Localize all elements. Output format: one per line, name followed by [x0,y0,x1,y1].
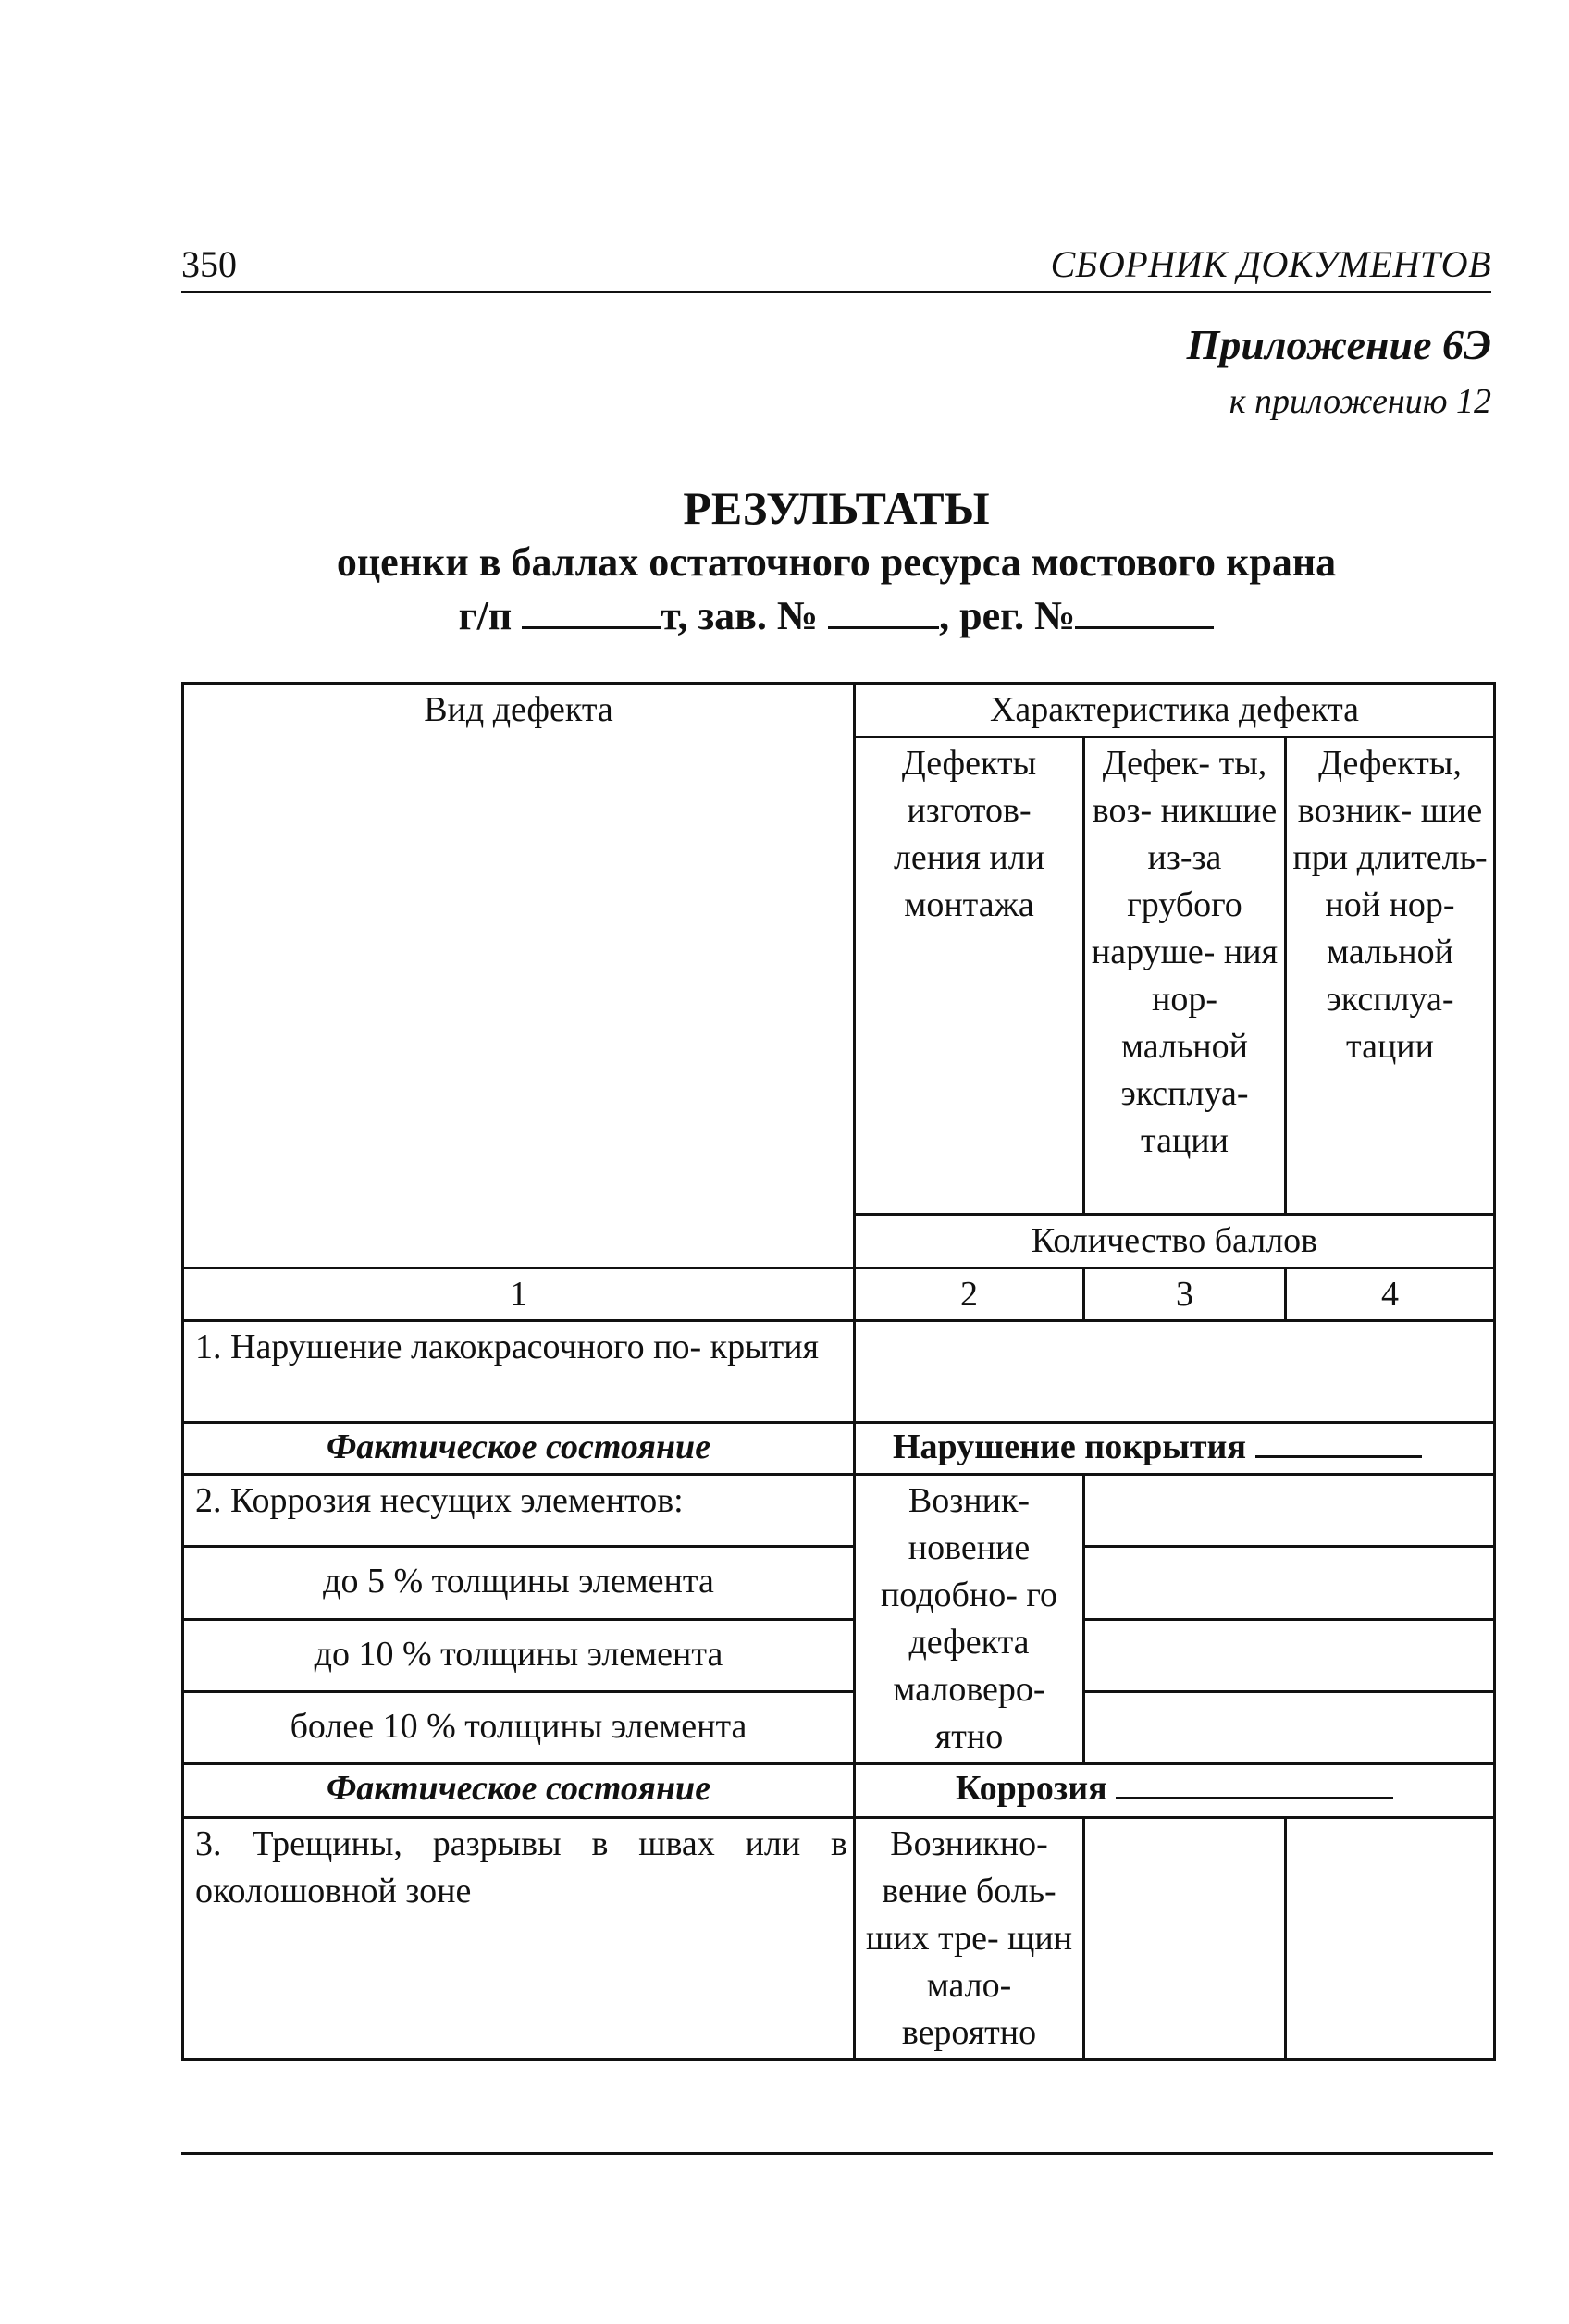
actual-state-label: Фактическое состояние [183,1764,855,1818]
registration-number-label: , рег. № [939,593,1076,638]
table-row [183,1475,1495,1547]
points-cell [1286,1818,1495,2060]
points-cell [1084,1475,1495,1547]
long-term-operation-defects-header: Дефекты, возник- шие при длитель- ной нор- мальной эксплуа- тации [1286,737,1495,1215]
actual-state-label: Фактическое состояние [183,1423,855,1475]
points-cell [1084,1818,1286,2060]
column-numbers-row [183,1268,1495,1321]
document-title: РЕЗУЛЬТАТЫ [683,482,990,534]
appendix-subtitle: к приложению 12 [1229,382,1491,421]
points-count-header: Количество баллов [855,1215,1495,1268]
column-number: 2 [855,1268,1084,1321]
table-row [183,1619,1495,1691]
column-number: 4 [1286,1268,1495,1321]
defects-table [181,682,1496,2061]
corrosion-subitem: до 10 % толщины элемента [183,1619,855,1691]
corrosion-subitem: до 5 % толщины элемента [183,1547,855,1619]
page-number: 350 [181,243,237,285]
manufacturing-defects-header: Дефекты изготов- ления или монтажа [855,737,1084,1215]
corrosion-defect-label: 2. Коррозия несущих элементов: [183,1475,855,1547]
column-number: 1 [183,1268,855,1321]
appendix-title: Приложение 6Э [1186,321,1491,368]
paint-coating-points-cell [855,1321,1495,1423]
cracks-note: Возникно- вение боль- ших тре- щин мало- вероятно [855,1818,1084,2060]
coating-violation-label: Нарушение покрытия [893,1428,1247,1466]
table-row [183,1547,1495,1619]
corrosion-value-label: Коррозия [956,1769,1107,1808]
crane-identification-line [181,592,1491,639]
cracks-defect-label: 3. Трещины, разрывы в швах или в околошовной зоне [183,1818,855,2060]
table-row [183,1321,1495,1423]
coating-violation-blank [1255,1424,1422,1458]
actual-state-value [855,1423,1495,1475]
corrosion-note: Возник- новение подобно- го дефекта маловеро- ятно [855,1475,1084,1764]
actual-state-value [855,1764,1495,1818]
column-number: 3 [1084,1268,1286,1321]
footer-rule [181,2152,1493,2155]
table-row [183,1818,1495,2060]
points-cell [1084,1691,1495,1763]
paint-coating-defect-label: 1. Нарушение лакокрасочного по- крытия [183,1321,855,1423]
points-cell [1084,1619,1495,1691]
gross-violation-defects-header: Дефек- ты, воз- никшие из-за грубого наруше- ния нор- мальной эксплуа- тации [1084,737,1286,1215]
capacity-label: г/п [458,593,513,638]
table-row [183,1691,1495,1763]
points-cell [1084,1547,1495,1619]
document-subtitle: оценки в баллах остаточного ресурса мостового крана [336,539,1337,585]
registration-number-blank [1075,599,1214,629]
corrosion-blank [1116,1765,1393,1799]
header-row [183,684,1495,737]
capacity-blank [522,599,661,629]
corrosion-subitem: более 10 % толщины элемента [183,1691,855,1763]
defect-characteristic-header: Характеристика дефекта [855,684,1495,737]
actual-state-row [183,1764,1495,1818]
defect-type-header: Вид дефекта [183,684,855,1268]
actual-state-row [183,1423,1495,1475]
factory-number-blank [828,599,939,629]
header-rule [181,291,1491,293]
running-title: СБОРНИК ДОКУМЕНТОВ [1050,243,1491,285]
factory-number-label: т, зав. № [661,593,819,638]
